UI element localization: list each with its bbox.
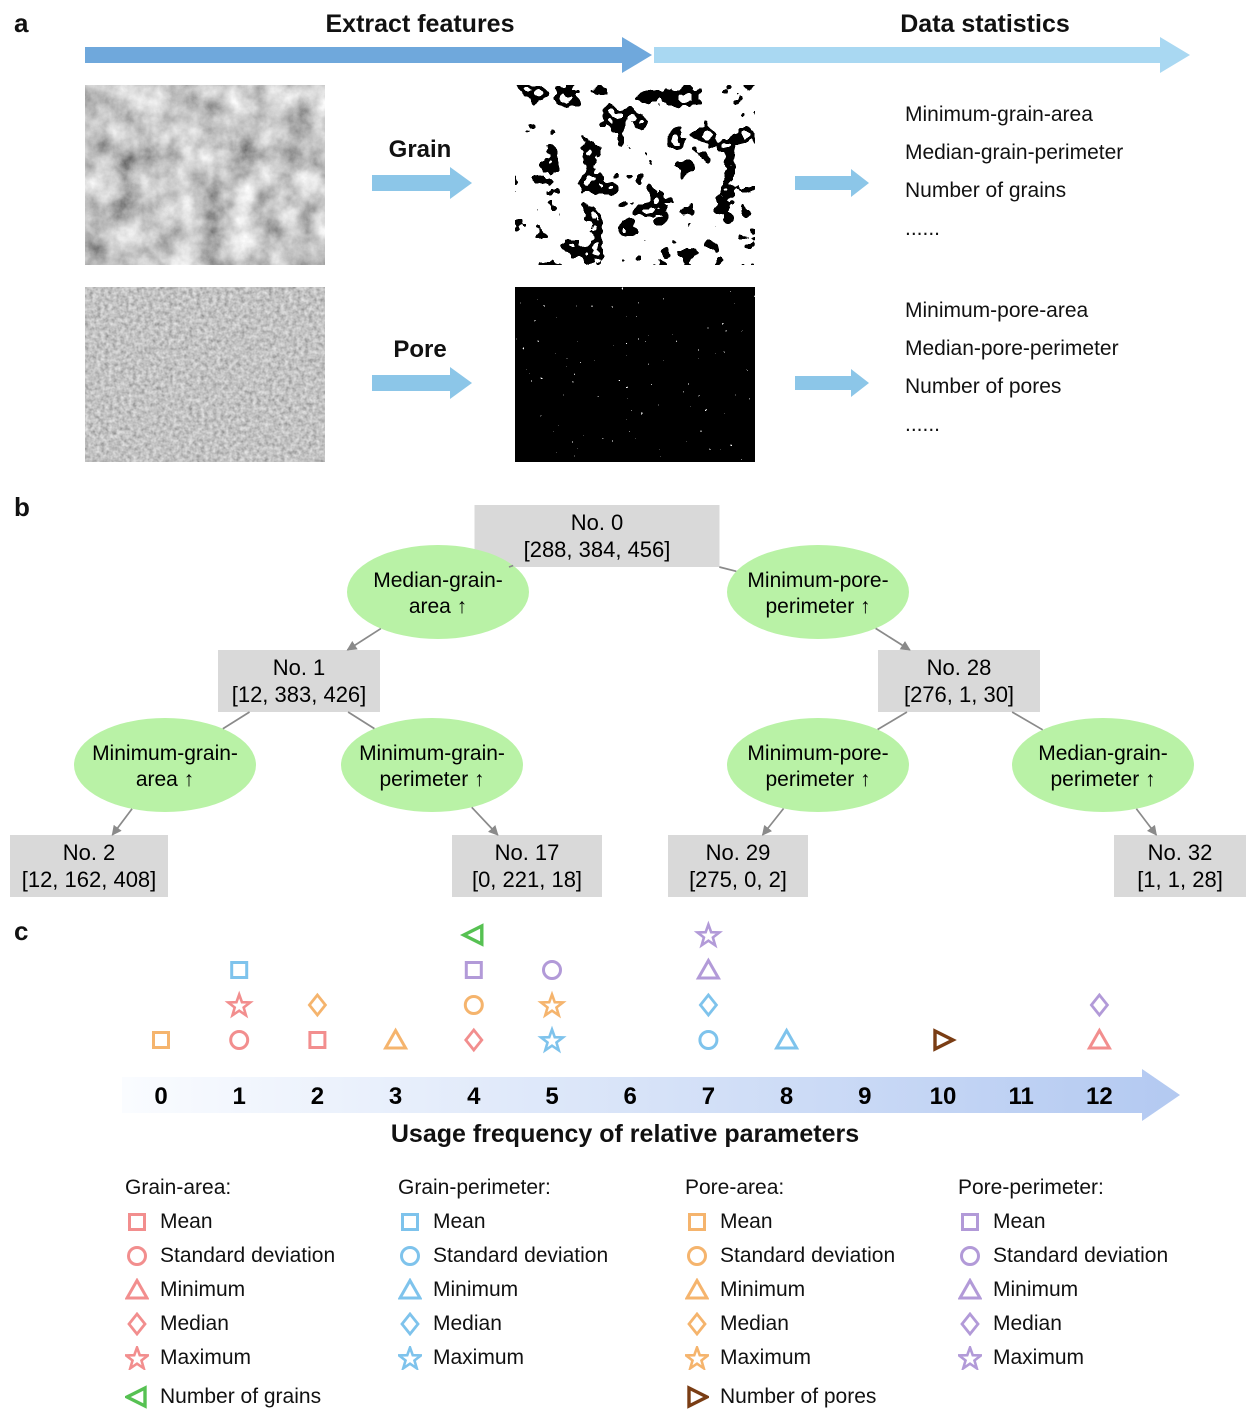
legend-item-label: Maximum: [433, 1346, 525, 1369]
tree-edge-n28-c6: [1012, 712, 1043, 730]
legend-item-label: Minimum: [160, 1278, 246, 1301]
legend-item-label: Minimum: [433, 1278, 519, 1301]
legend-item-grain-perimeter-mean: [398, 1209, 678, 1235]
circle-icon: [398, 1244, 422, 1268]
axis-tick-6: 6: [623, 1083, 637, 1110]
tree-node-title-no-29: No. 29: [705, 840, 771, 865]
axis-tick-3: 3: [388, 1083, 403, 1110]
triangle-right-icon-glyph: [689, 1388, 707, 1406]
legend-extra-number-of-pores: [685, 1383, 876, 1410]
tree-node-counts-no-2: [12, 162, 408]: [21, 867, 157, 892]
legend-item-label: Median: [993, 1312, 1062, 1335]
tree-node-counts-no-32: [1, 1, 28]: [1137, 867, 1223, 892]
triangle-up-icon: [398, 1278, 422, 1302]
legend-item-pore-area-mean: [685, 1209, 965, 1235]
tree-condition-minimum-grain-perimeter: [341, 718, 523, 812]
star-icon-glyph: [399, 1348, 421, 1369]
legend-item-label: Mean: [720, 1210, 773, 1233]
tree-condition-median-grain-area: [347, 545, 529, 639]
legend-item-pore-area-standard-deviation: [685, 1243, 965, 1269]
legend-item-label: Maximum: [993, 1346, 1085, 1369]
tree-condition-line1: Minimum-pore-: [747, 569, 889, 592]
grain-stats-arrow: [795, 167, 869, 199]
data-statistics-arrow-head: [1160, 37, 1190, 73]
legend-item-label: Maximum: [160, 1346, 252, 1369]
marker-pore-area-minimum: [386, 1031, 406, 1049]
triangle-up-icon-glyph: [687, 1281, 707, 1299]
grain-segmentation-mask: [515, 85, 755, 265]
square-icon-glyph: [690, 1215, 705, 1230]
marker-number-of-pores-count: [935, 1031, 953, 1049]
tree-edge-c3-n2: [112, 809, 132, 835]
legend-item-grain-perimeter-minimum: [398, 1277, 678, 1303]
tree-edge-c5-n29: [763, 809, 784, 835]
marker-grain-area-mean: [310, 1033, 325, 1048]
legend-item-pore-perimeter-standard-deviation: [958, 1243, 1238, 1269]
circle-icon: [685, 1244, 709, 1268]
pore-stat-line: Minimum-pore-area: [905, 299, 1089, 322]
pore-segmentation-mask: [515, 287, 755, 462]
pore-arrow-head: [450, 367, 472, 399]
marker-pore-perimeter-minimum: [698, 961, 718, 979]
star-icon-glyph: [959, 1348, 981, 1369]
marker-pore-area-mean: [154, 1033, 169, 1048]
tree-condition-line1: Median-grain-: [373, 569, 503, 592]
legend-column-grain-area: [125, 1175, 405, 1371]
diamond-icon-glyph: [402, 1314, 418, 1334]
data-statistics-arrow-body: [654, 47, 1160, 63]
grain-stats-arrow-head: [851, 169, 869, 197]
tree-edge-n0-c2: [719, 567, 736, 571]
triangle-up-icon: [685, 1278, 709, 1302]
marker-pore-perimeter-maximum: [697, 925, 719, 946]
legend-item-pore-perimeter-maximum: [958, 1345, 1238, 1371]
legend-item-pore-area-minimum: [685, 1277, 965, 1303]
tree-node-title-no-17: No. 17: [494, 840, 560, 865]
square-icon: [398, 1210, 422, 1234]
axis-tick-12: 12: [1086, 1083, 1113, 1110]
square-icon-glyph: [403, 1215, 418, 1230]
legend-item-pore-perimeter-minimum: [958, 1277, 1238, 1303]
flow-arrows: [0, 34, 1247, 76]
tree-edge-c2-n28: [876, 628, 910, 650]
axis-tick-5: 5: [545, 1083, 559, 1110]
axis-tick-9: 9: [858, 1083, 872, 1110]
tree-node-title-no-1: No. 1: [272, 655, 326, 680]
legend-item-label: Median: [433, 1312, 502, 1335]
tree-edge-c1-n1: [347, 629, 380, 650]
legend-item-pore-perimeter-mean: [958, 1209, 1238, 1235]
decision-tree: [0, 488, 1247, 918]
tree-edge-n28-c5: [878, 712, 907, 729]
marker-grain-perimeter-maximum: [541, 1030, 563, 1051]
legend-item-label: Minimum: [720, 1278, 806, 1301]
legend-item-grain-perimeter-maximum: [398, 1345, 678, 1371]
diamond-icon: [398, 1312, 422, 1336]
legend-item-grain-area-mean: [125, 1209, 405, 1235]
usage-frequency-chart: [0, 900, 1247, 1128]
circle-icon-glyph: [402, 1248, 419, 1265]
legend-column-pore-perimeter: [958, 1175, 1238, 1371]
extract-features-arrow-body: [85, 47, 622, 63]
extract-features-title: Extract features: [325, 10, 515, 38]
legend-column-title: Pore-perimeter:: [958, 1176, 1104, 1199]
grain-stat-line: Number of grains: [905, 179, 1067, 202]
axis-tick-1: 1: [232, 1083, 246, 1110]
legend-extra-number-of-grains: [125, 1383, 321, 1410]
legend-item-label: Mean: [993, 1210, 1046, 1233]
circle-icon: [125, 1244, 149, 1268]
circle-icon: [958, 1244, 982, 1268]
grain-arrow-label: Grain: [388, 136, 452, 163]
grain-sem-micrograph: [85, 85, 325, 265]
square-icon: [125, 1210, 149, 1234]
marker-grain-area-median: [466, 1030, 482, 1050]
legend-item-pore-area-maximum: [685, 1345, 965, 1371]
grain-stats-list: [905, 96, 1123, 248]
triangle-up-icon: [958, 1278, 982, 1302]
panel-b-label: b: [14, 492, 30, 522]
legend-item-grain-perimeter-median: [398, 1311, 678, 1337]
pore-stats-arrow-head: [851, 369, 869, 397]
legend-column-title: Pore-area:: [685, 1176, 785, 1199]
panel-a-label: a: [14, 8, 29, 38]
legend-item-label: Minimum: [993, 1278, 1079, 1301]
legend-item-grain-area-standard-deviation: [125, 1243, 405, 1269]
triangle-up-icon-glyph: [400, 1281, 420, 1299]
square-icon: [685, 1210, 709, 1234]
axis-tick-8: 8: [779, 1083, 794, 1110]
pore-stat-line: Number of pores: [905, 375, 1062, 398]
legend-column-title: Grain-area:: [125, 1176, 232, 1199]
circle-icon-glyph: [962, 1248, 979, 1265]
tree-condition-line1: Minimum-grain-: [92, 742, 238, 765]
star-icon-glyph: [686, 1348, 708, 1369]
grain-stat-line: Median-grain-perimeter: [905, 141, 1124, 164]
tree-node-title-no-28: No. 28: [926, 655, 992, 680]
tree-condition-line2: perimeter ↑: [765, 768, 871, 791]
marker-grain-perimeter-standard-deviation: [700, 1032, 717, 1049]
diamond-icon: [125, 1312, 149, 1336]
legend-column-title: Grain-perimeter:: [398, 1176, 551, 1199]
diamond-icon-glyph: [962, 1314, 978, 1334]
pore-stat-ellipsis: ......: [905, 413, 941, 436]
marker-pore-area-maximum: [541, 995, 563, 1016]
legend-item-pore-area-median: [685, 1311, 965, 1337]
tree-condition-line2: perimeter ↑: [765, 595, 871, 618]
pore-stats-arrow-body: [795, 376, 851, 390]
tree-condition-line2: perimeter ↑: [379, 768, 485, 791]
pore-arrow-body: [372, 375, 450, 391]
legend-item-pore-perimeter-median: [958, 1311, 1238, 1337]
marker-grain-area-minimum: [1089, 1031, 1109, 1049]
legend-extra-label: Number of pores: [720, 1384, 877, 1408]
triangle-left-icon: [125, 1385, 149, 1409]
axis-tick-4: 4: [467, 1083, 481, 1110]
legend-item-label: Median: [160, 1312, 229, 1335]
marker-grain-area-maximum: [228, 995, 250, 1016]
marker-grain-area-standard-deviation: [231, 1032, 248, 1049]
tree-node-counts-no-17: [0, 221, 18]: [471, 867, 583, 892]
legend-item-label: Standard deviation: [993, 1244, 1169, 1267]
star-icon-glyph: [126, 1348, 148, 1369]
diamond-icon-glyph: [689, 1314, 705, 1334]
legend-extra-label: Number of grains: [160, 1384, 322, 1408]
triangle-up-icon: [125, 1278, 149, 1302]
star-icon: [958, 1346, 982, 1370]
tree-node-counts-no-29: [275, 0, 2]: [689, 867, 787, 892]
grain-stat-ellipsis: ......: [905, 217, 941, 240]
circle-icon-glyph: [689, 1248, 706, 1265]
tree-edge-c6-n32: [1136, 809, 1156, 835]
legend-item-grain-area-median: [125, 1311, 405, 1337]
pore-stats-list: [905, 292, 1119, 444]
triangle-left-icon-glyph: [127, 1388, 145, 1406]
legend-item-label: Mean: [160, 1210, 213, 1233]
star-icon: [125, 1346, 149, 1370]
pore-sem-micrograph: [85, 287, 325, 462]
marker-grain-perimeter-mean: [232, 963, 247, 978]
tree-edge-n1-c3: [223, 712, 250, 729]
tree-node-counts-no-28: [276, 1, 30]: [903, 682, 1015, 707]
legend-item-label: Maximum: [720, 1346, 812, 1369]
legend-item-label: Standard deviation: [433, 1244, 609, 1267]
marker-pore-perimeter-mean: [466, 963, 481, 978]
pore-stat-line: Median-pore-perimeter: [905, 337, 1119, 360]
circle-icon-glyph: [129, 1248, 146, 1265]
tree-condition-line1: Minimum-pore-: [747, 742, 889, 765]
axis-tick-7: 7: [701, 1083, 716, 1110]
marker-pore-area-standard-deviation: [465, 997, 482, 1014]
tree-node-counts-no-1: [12, 383, 426]: [231, 682, 367, 707]
triangle-right-icon: [685, 1385, 709, 1409]
tree-node-title-no-0: No. 0: [570, 510, 624, 535]
legend-item-label: Standard deviation: [160, 1244, 336, 1267]
grain-arrow-body: [372, 175, 450, 191]
square-icon: [958, 1210, 982, 1234]
tree-condition-minimum-pore-perimeter: [727, 718, 909, 812]
marker-grain-perimeter-median: [700, 995, 716, 1015]
triangle-up-icon-glyph: [960, 1281, 980, 1299]
grain-arrow: [372, 165, 472, 201]
diamond-icon: [958, 1312, 982, 1336]
tree-condition-line1: Median-grain-: [1038, 742, 1168, 765]
legend-item-grain-perimeter-standard-deviation: [398, 1243, 678, 1269]
extract-features-arrow-head: [622, 37, 652, 73]
tree-condition-minimum-pore-perimeter: [727, 545, 909, 639]
chart-title: Usage frequency of relative parameters: [390, 1120, 860, 1148]
pore-stats-arrow: [795, 367, 869, 399]
square-icon-glyph: [130, 1215, 145, 1230]
diamond-icon-glyph: [129, 1314, 145, 1334]
triangle-up-icon-glyph: [127, 1281, 147, 1299]
tree-condition-line2: area ↑: [408, 595, 468, 618]
tree-condition-median-grain-perimeter: [1012, 718, 1194, 812]
marker-pore-perimeter-standard-deviation: [544, 962, 561, 979]
square-icon-glyph: [963, 1215, 978, 1230]
axis-tick-10: 10: [929, 1083, 957, 1110]
legend-column-grain-perimeter: [398, 1175, 678, 1371]
tree-condition-minimum-grain-area: [74, 718, 256, 812]
marker-pore-area-median: [309, 995, 325, 1015]
legend-item-grain-area-maximum: [125, 1345, 405, 1371]
tree-node-title-no-2: No. 2: [62, 840, 116, 865]
marker-grain-perimeter-minimum: [777, 1031, 797, 1049]
star-icon: [685, 1346, 709, 1370]
tree-condition-line2: perimeter ↑: [1050, 768, 1156, 791]
tree-node-counts-no-0: [288, 384, 456]: [523, 537, 671, 562]
legend-item-label: Standard deviation: [720, 1244, 896, 1267]
legend-column-pore-area: [685, 1175, 965, 1371]
axis-tick-2: 2: [310, 1083, 325, 1110]
pore-arrow: [372, 365, 472, 401]
tree-node-title-no-32: No. 32: [1147, 840, 1213, 865]
legend-item-grain-area-minimum: [125, 1277, 405, 1303]
tree-condition-line2: area ↑: [135, 768, 195, 791]
tree-edge-n1-c4: [348, 712, 374, 729]
axis-tick-0: 0: [154, 1083, 168, 1110]
grain-arrow-head: [450, 167, 472, 199]
pore-arrow-label: Pore: [393, 336, 447, 363]
marker-number-of-grains-count: [464, 926, 482, 944]
data-statistics-title: Data statistics: [900, 10, 1070, 38]
legend-item-label: Mean: [433, 1210, 486, 1233]
tree-edge-c4-n17: [472, 807, 498, 835]
diamond-icon: [685, 1312, 709, 1336]
legend-item-label: Median: [720, 1312, 789, 1335]
marker-pore-perimeter-median: [1091, 995, 1107, 1015]
grain-stat-line: Minimum-grain-area: [905, 103, 1093, 126]
panel-c-label: c: [14, 916, 29, 946]
grain-stats-arrow-body: [795, 176, 851, 190]
tree-condition-line1: Minimum-grain-: [359, 742, 505, 765]
axis-tick-11: 11: [1008, 1083, 1034, 1110]
star-icon: [398, 1346, 422, 1370]
